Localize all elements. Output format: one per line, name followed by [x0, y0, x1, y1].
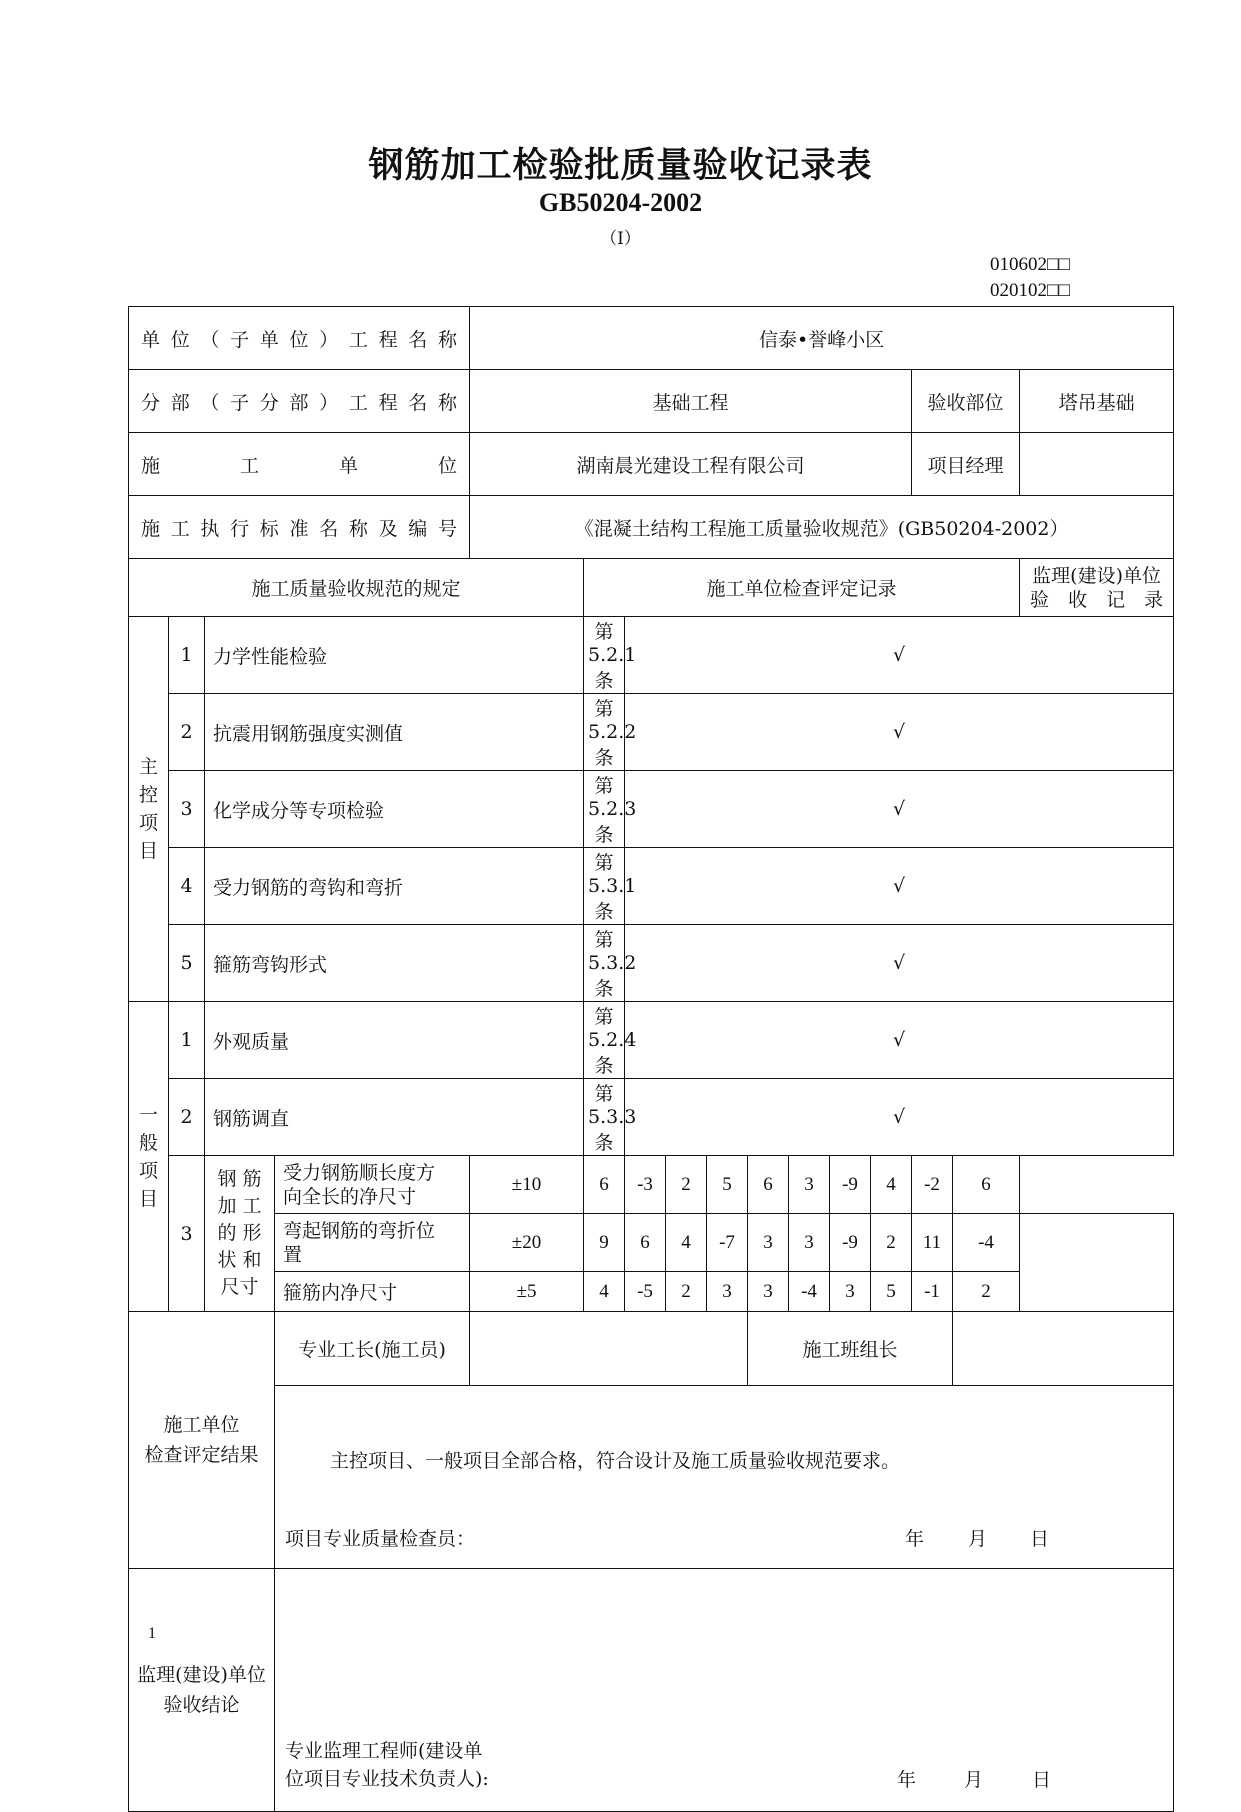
dimension-value: -3	[625, 1156, 666, 1214]
dimension-value: 6	[953, 1156, 1020, 1214]
foreman-label: 专业工长(施工员)	[275, 1312, 470, 1386]
supervisor-date-day: 日	[1032, 1769, 1052, 1791]
main-item-3-name: 化学成分等专项检验	[205, 771, 584, 848]
supervisor-result-label	[129, 1569, 275, 1812]
contractor-result-label-line2: 检查评定结果	[144, 1444, 259, 1466]
dimension-value: -1	[912, 1272, 953, 1312]
main-item-5-result: √	[625, 925, 1174, 1002]
supervisor-date-year: 年	[897, 1769, 917, 1791]
dimension-value: 6	[625, 1214, 666, 1272]
contractor-date-day: 日	[1030, 1528, 1050, 1550]
general-item-3-name	[205, 1156, 275, 1312]
dimension-row-2-name-line2: 置	[283, 1243, 303, 1266]
supervising-engineer-label	[285, 1737, 489, 1793]
main-item-1-name: 力学性能检验	[205, 617, 584, 694]
contractor-date-year: 年	[905, 1528, 925, 1550]
page-title: 钢筋加工检验批质量验收记录表	[368, 145, 873, 186]
dimension-value: 9	[584, 1214, 625, 1272]
project-manager-value	[1020, 433, 1174, 496]
general-item-1-no: 1	[169, 1002, 205, 1079]
general-item-1-clause: 第5.2.4条	[584, 1002, 625, 1079]
dimension-value: -7	[707, 1214, 748, 1272]
main-item-2-name: 抗震用钢筋强度实测值	[205, 694, 584, 771]
project-manager-label: 项目经理	[912, 433, 1020, 496]
main-item-2-result: √	[625, 694, 1174, 771]
supervising-engineer-line2: 位项目专业技术负责人):	[285, 1768, 489, 1790]
project-name-label: 单位（子单位）工程名称	[129, 307, 470, 370]
dimension-value: -9	[830, 1156, 871, 1214]
contractor-check-column-header: 施工单位检查评定记录	[584, 559, 1020, 617]
subproject-name-value: 基础工程	[470, 370, 912, 433]
main-item-4-clause: 第5.3.1条	[584, 848, 625, 925]
main-item-5-no: 5	[169, 925, 205, 1002]
dimension-row-1-name-line2: 向全长的净尺寸	[283, 1185, 417, 1208]
general-item-2-no: 2	[169, 1079, 205, 1156]
main-item-4-no: 4	[169, 848, 205, 925]
dimension-value: 3	[830, 1272, 871, 1312]
main-item-4-result: √	[625, 848, 1174, 925]
dimension-value: 4	[584, 1272, 625, 1312]
contractor-value: 湖南晨光建设工程有限公司	[470, 433, 912, 496]
dimension-value: -2	[912, 1156, 953, 1214]
dimension-value: 3	[789, 1156, 830, 1214]
dimension-value: 5	[871, 1272, 912, 1312]
general-group	[129, 1002, 169, 1312]
standard-value: 《混凝土结构工程施工质量验收规范》(GB50204-2002）	[470, 496, 1174, 559]
dimension-value: 11	[912, 1214, 953, 1272]
dimension-value: 4	[666, 1214, 707, 1272]
form-variant: （I）	[600, 229, 641, 249]
contractor-result-label-line1: 施工单位	[163, 1414, 240, 1436]
page-number: 1	[148, 1625, 156, 1642]
dimension-value: 3	[707, 1272, 748, 1312]
form-code-1: 010602□□	[990, 254, 1070, 275]
dimension-value: 2	[666, 1272, 707, 1312]
main-item-1-no: 1	[169, 617, 205, 694]
form-code-2: 020102□□	[990, 280, 1070, 301]
dimension-row-2-name	[275, 1214, 470, 1272]
general-item-2-name: 钢筋调直	[205, 1079, 584, 1156]
dimension-row-3-tolerance: ±5	[470, 1272, 584, 1312]
supervisor-column-header	[1020, 559, 1174, 617]
supervisor-header-line2: 验 收 记 录	[1030, 588, 1164, 611]
main-item-1-result: √	[625, 617, 1174, 694]
supervisor-result-label-line2: 验收结论	[163, 1694, 240, 1716]
dimension-value: -4	[789, 1272, 830, 1312]
supervisor-date-month: 月	[964, 1769, 984, 1791]
supervising-engineer-line1: 专业监理工程师(建设单	[285, 1740, 483, 1762]
dimension-value: -9	[830, 1214, 871, 1272]
main-item-5-name: 箍筋弯钩形式	[205, 925, 584, 1002]
contractor-label: 施工单位	[129, 433, 470, 496]
subproject-name-label: 分部（子分部）工程名称	[129, 370, 470, 433]
supervisor-result-label-line1: 监理(建设)单位	[137, 1664, 266, 1686]
dimension-row-2-tolerance: ±20	[470, 1214, 584, 1272]
dimension-row-1-name	[275, 1156, 470, 1214]
main-item-5-clause: 第5.3.2条	[584, 925, 625, 1002]
dimension-value: 3	[789, 1214, 830, 1272]
dimension-row-3-name: 箍筋内净尺寸	[275, 1272, 470, 1312]
standard-label: 施工执行标准名称及编号	[129, 496, 470, 559]
acceptance-part-value: 塔吊基础	[1020, 370, 1174, 433]
main-item-2-clause: 第5.2.2条	[584, 694, 625, 771]
general-item-1-name: 外观质量	[205, 1002, 584, 1079]
main-item-2-no: 2	[169, 694, 205, 771]
dimension-value: 2	[666, 1156, 707, 1214]
contractor-conclusion-cell	[275, 1386, 1174, 1569]
general-item-3-no: 3	[169, 1156, 205, 1312]
main-item-3-clause: 第5.2.3条	[584, 771, 625, 848]
dimension-row-2-name-line1: 弯起钢筋的弯折位	[283, 1219, 436, 1242]
item3-name-line4: 状 和	[217, 1249, 262, 1271]
dimension-value: -4	[953, 1214, 1020, 1272]
team-leader-label: 施工班组长	[748, 1312, 953, 1386]
main-item-1-clause: 第5.2.1条	[584, 617, 625, 694]
general-item-1-result: √	[625, 1002, 1174, 1079]
supervisor-record-cell-dimensions	[1020, 1214, 1174, 1312]
main-item-3-result: √	[625, 771, 1174, 848]
supervisor-conclusion-cell	[275, 1569, 1174, 1812]
acceptance-part-label: 验收部位	[912, 370, 1020, 433]
contractor-result-label	[129, 1312, 275, 1569]
standard-code: GB50204-2002	[538, 188, 703, 217]
dimension-value: 2	[871, 1214, 912, 1272]
item3-name-line1: 钢 筋	[217, 1168, 262, 1190]
dimension-row-1-name-line1: 受力钢筋顺长度方	[283, 1161, 436, 1184]
dimension-value: 6	[584, 1156, 625, 1214]
team-leader-value	[953, 1312, 1174, 1386]
main-item-4-name: 受力钢筋的弯钩和弯折	[205, 848, 584, 925]
main-item-3-no: 3	[169, 771, 205, 848]
general-label: 一般项目	[139, 1103, 159, 1210]
general-item-2-result: √	[625, 1079, 1174, 1156]
project-name-value: 信泰•誉峰小区	[470, 307, 1174, 370]
dimension-value: 2	[953, 1272, 1020, 1312]
main-control-label: 主控项目	[139, 756, 159, 862]
dimension-value: 6	[748, 1156, 789, 1214]
general-item-2-clause: 第5.3.3条	[584, 1079, 625, 1156]
foreman-value	[470, 1312, 748, 1386]
contractor-date-month: 月	[968, 1528, 988, 1550]
dimension-row-1-tolerance: ±10	[470, 1156, 584, 1214]
item3-name-line5: 尺寸	[220, 1276, 259, 1298]
contractor-conclusion-text: 主控项目、一般项目全部合格，符合设计及施工质量验收规范要求。	[330, 1450, 901, 1472]
main-control-group	[129, 617, 169, 1002]
dimension-value: 5	[707, 1156, 748, 1214]
item3-name-line3: 的 形	[217, 1222, 262, 1244]
dimension-value: 4	[871, 1156, 912, 1214]
dimension-value: 3	[748, 1272, 789, 1312]
dimension-value: -5	[625, 1272, 666, 1312]
quality-inspector-label: 项目专业质量检查员：	[285, 1528, 476, 1550]
spec-column-header: 施工质量验收规范的规定	[129, 559, 584, 617]
supervisor-header-line1: 监理(建设)单位	[1032, 564, 1161, 587]
item3-name-line2: 加 工	[217, 1195, 262, 1217]
inspection-form-table	[128, 306, 1174, 1812]
dimension-value: 3	[748, 1214, 789, 1272]
